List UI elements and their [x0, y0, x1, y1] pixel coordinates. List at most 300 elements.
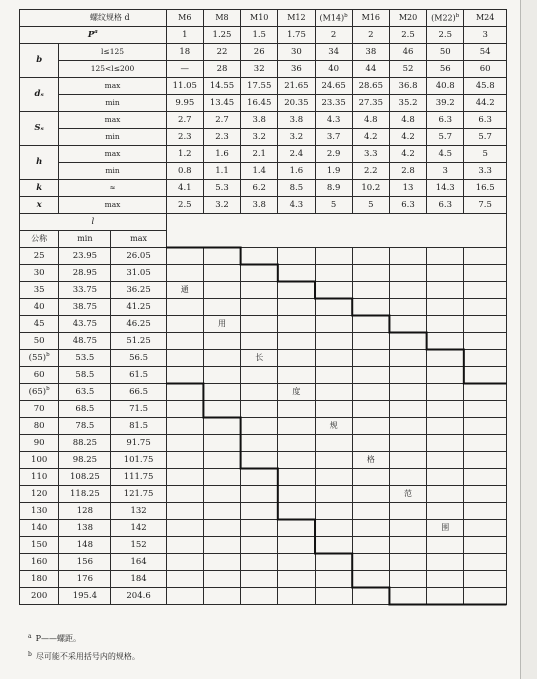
range-cell — [352, 503, 389, 520]
range-cell — [203, 554, 240, 571]
length-max: 71.5 — [111, 401, 166, 418]
length-row — [20, 503, 507, 520]
length-row — [20, 316, 507, 333]
range-cell — [241, 299, 278, 316]
length-row — [20, 299, 507, 316]
table-cell: 2.7 — [203, 112, 240, 129]
range-cell — [389, 384, 426, 401]
range-cell — [241, 401, 278, 418]
range-cell — [315, 537, 352, 554]
range-cell — [389, 282, 426, 299]
range-cell — [278, 537, 315, 554]
property-row — [20, 163, 507, 180]
range-cell — [241, 248, 278, 265]
range-cell — [427, 537, 464, 554]
length-min: 118.25 — [59, 486, 111, 503]
range-cell — [389, 265, 426, 282]
table-cell: 27.35 — [352, 95, 389, 112]
range-cell — [315, 452, 352, 469]
range-cell — [464, 486, 507, 503]
table-cell: 1.75 — [278, 27, 315, 44]
length-max: 26.05 — [111, 248, 166, 265]
range-cell — [278, 282, 315, 299]
range-cell — [241, 367, 278, 384]
length-min: 28.95 — [59, 265, 111, 282]
range-cell — [315, 503, 352, 520]
property-condition: max — [59, 146, 166, 163]
range-cell — [464, 537, 507, 554]
range-cell — [166, 384, 203, 401]
range-cell — [166, 486, 203, 503]
length-row — [20, 333, 507, 350]
length-nominal: 110 — [20, 469, 59, 486]
table-cell: 38 — [352, 44, 389, 61]
range-cell — [166, 401, 203, 418]
table-cell: 5.7 — [464, 129, 507, 146]
range-cell — [464, 367, 507, 384]
range-cell — [427, 452, 464, 469]
range-cell — [389, 452, 426, 469]
table-cell: 3 — [427, 163, 464, 180]
table-cell: 4.2 — [352, 129, 389, 146]
length-nominal: 35 — [20, 282, 59, 299]
range-cell — [278, 503, 315, 520]
length-nominal: 120 — [20, 486, 59, 503]
table-cell: 20.35 — [278, 95, 315, 112]
table-cell: 40.8 — [427, 78, 464, 95]
range-cell — [278, 248, 315, 265]
range-cell — [352, 554, 389, 571]
range-cell — [464, 248, 507, 265]
length-max: 61.5 — [111, 367, 166, 384]
table-cell: 1.5 — [241, 27, 278, 44]
footnote — [28, 648, 140, 666]
length-max: 132 — [111, 503, 166, 520]
range-label-char: 通 — [166, 282, 203, 299]
table-cell: 44.2 — [464, 95, 507, 112]
property-row — [20, 61, 507, 78]
table-cell: 3.3 — [352, 146, 389, 163]
property-condition: min — [59, 163, 166, 180]
table-cell: 22 — [203, 44, 240, 61]
range-cell — [278, 316, 315, 333]
range-cell — [389, 418, 426, 435]
range-cell — [427, 469, 464, 486]
range-cell — [166, 367, 203, 384]
range-cell — [203, 248, 240, 265]
range-cell — [241, 469, 278, 486]
table-cell: 3.7 — [315, 129, 352, 146]
table-cell: 32 — [241, 61, 278, 78]
length-min: 53.5 — [59, 350, 111, 367]
range-cell — [464, 384, 507, 401]
property-condition: 125<l≤200 — [59, 61, 166, 78]
length-row — [20, 571, 507, 588]
table-cell: 2.3 — [166, 129, 203, 146]
range-cell — [352, 520, 389, 537]
range-cell — [464, 571, 507, 588]
length-min: 63.5 — [59, 384, 111, 401]
length-nominal: 140 — [20, 520, 59, 537]
property-row — [20, 146, 507, 163]
range-cell — [278, 299, 315, 316]
range-cell — [278, 554, 315, 571]
length-min: 58.5 — [59, 367, 111, 384]
table-cell: 16.45 — [241, 95, 278, 112]
table-cell: 4.3 — [315, 112, 352, 129]
length-row — [20, 384, 507, 401]
range-cell — [278, 469, 315, 486]
length-row — [20, 452, 507, 469]
length-nominal: 100 — [20, 452, 59, 469]
range-cell — [278, 588, 315, 605]
range-cell — [315, 265, 352, 282]
table-cell: 2.5 — [166, 197, 203, 214]
table-cell: 4.3 — [278, 197, 315, 214]
table-cell: 2.7 — [166, 112, 203, 129]
table-cell: 5 — [315, 197, 352, 214]
table-cell: 35.2 — [389, 95, 426, 112]
table-cell: 7.5 — [464, 197, 507, 214]
table-cell: 2.5 — [389, 27, 426, 44]
range-cell — [166, 299, 203, 316]
range-cell — [241, 316, 278, 333]
range-cell — [203, 401, 240, 418]
size-header: M16 — [352, 10, 389, 27]
length-row — [20, 350, 507, 367]
range-cell — [166, 588, 203, 605]
range-cell — [166, 469, 203, 486]
table-cell: 4.2 — [389, 129, 426, 146]
table-cell: 2.1 — [241, 146, 278, 163]
range-cell — [352, 486, 389, 503]
range-cell — [352, 265, 389, 282]
length-max: 111.75 — [111, 469, 166, 486]
table-cell: 6.3 — [427, 197, 464, 214]
range-cell — [203, 486, 240, 503]
table-cell: 18 — [166, 44, 203, 61]
range-cell — [352, 588, 389, 605]
range-cell — [278, 265, 315, 282]
length-nominal: 160 — [20, 554, 59, 571]
range-cell — [203, 537, 240, 554]
length-title-row — [20, 214, 507, 231]
range-cell — [166, 418, 203, 435]
range-cell — [352, 248, 389, 265]
range-cell — [427, 486, 464, 503]
range-cell — [166, 554, 203, 571]
footnote-text: 尽可能不采用括号内的规格。 — [35, 652, 140, 661]
range-cell — [464, 401, 507, 418]
range-cell — [166, 435, 203, 452]
range-cell — [203, 367, 240, 384]
table-cell: 1.2 — [166, 146, 203, 163]
range-cell — [203, 503, 240, 520]
property-symbol: b — [20, 44, 59, 78]
range-cell — [464, 418, 507, 435]
table-cell: 2.3 — [203, 129, 240, 146]
range-cell — [389, 503, 426, 520]
range-cell — [464, 333, 507, 350]
range-cell — [315, 248, 352, 265]
length-max: 31.05 — [111, 265, 166, 282]
length-nominal: 30 — [20, 265, 59, 282]
table-cell: 2.9 — [315, 146, 352, 163]
property-condition: min — [59, 95, 166, 112]
length-row — [20, 282, 507, 299]
table-cell: 10.2 — [352, 180, 389, 197]
range-cell — [464, 554, 507, 571]
property-condition: max — [59, 112, 166, 129]
table-cell: 36 — [278, 61, 315, 78]
range-cell — [389, 367, 426, 384]
table-cell: 4.1 — [166, 180, 203, 197]
range-cell — [241, 588, 278, 605]
table-cell: 16.5 — [464, 180, 507, 197]
table-cell: 40 — [315, 61, 352, 78]
table-cell: 26 — [241, 44, 278, 61]
size-header: $(M22)^b$ — [427, 10, 464, 27]
length-max: 91.75 — [111, 435, 166, 452]
range-cell — [427, 265, 464, 282]
length-min: 195.4 — [59, 588, 111, 605]
length-nominal: 50 — [20, 333, 59, 350]
range-cell — [278, 520, 315, 537]
table-cell: 3.8 — [241, 112, 278, 129]
spec-table — [19, 9, 507, 605]
range-cell — [315, 554, 352, 571]
length-min: 88.25 — [59, 435, 111, 452]
table-cell: 50 — [427, 44, 464, 61]
size-header: M6 — [166, 10, 203, 27]
table-cell: 3.2 — [241, 129, 278, 146]
range-cell — [464, 435, 507, 452]
range-cell — [464, 316, 507, 333]
page-edge-shadow — [521, 0, 537, 679]
range-cell — [389, 299, 426, 316]
length-row — [20, 367, 507, 384]
length-max: 46.25 — [111, 316, 166, 333]
table-cell: 2 — [315, 27, 352, 44]
footnote-mark: b — [28, 651, 32, 658]
range-cell — [427, 418, 464, 435]
table-cell: 21.65 — [278, 78, 315, 95]
length-min: 68.5 — [59, 401, 111, 418]
range-cell — [464, 452, 507, 469]
length-min: 43.75 — [59, 316, 111, 333]
table-cell: 8.5 — [278, 180, 315, 197]
table-cell: 3.3 — [464, 163, 507, 180]
table-cell: — — [166, 61, 203, 78]
range-cell — [166, 520, 203, 537]
table-cell: 11.05 — [166, 78, 203, 95]
table-cell: 6.3 — [427, 112, 464, 129]
length-row — [20, 588, 507, 605]
length-max: 184 — [111, 571, 166, 588]
size-header: M20 — [389, 10, 426, 27]
length-min: 156 — [59, 554, 111, 571]
size-header: M24 — [464, 10, 507, 27]
length-row — [20, 469, 507, 486]
range-cell — [352, 299, 389, 316]
range-cell — [166, 248, 203, 265]
table-cell: 1.1 — [203, 163, 240, 180]
length-max: 152 — [111, 537, 166, 554]
range-cell — [166, 503, 203, 520]
footnote-mark: b — [46, 386, 50, 393]
table-cell: 44 — [352, 61, 389, 78]
range-cell — [278, 486, 315, 503]
length-nominal: 150 — [20, 537, 59, 554]
range-cell — [352, 418, 389, 435]
range-cell — [464, 282, 507, 299]
table-cell: 2.4 — [278, 146, 315, 163]
range-cell — [203, 299, 240, 316]
table-cell: 14.3 — [427, 180, 464, 197]
range-cell — [241, 571, 278, 588]
length-max: 142 — [111, 520, 166, 537]
size-header: M8 — [203, 10, 240, 27]
range-cell — [278, 435, 315, 452]
table-cell: 30 — [278, 44, 315, 61]
property-symbol: Sₛ — [20, 112, 59, 146]
property-symbol: k — [20, 180, 59, 197]
range-cell — [315, 469, 352, 486]
table-cell: 1 — [166, 27, 203, 44]
range-cell — [352, 435, 389, 452]
table-cell: 17.55 — [241, 78, 278, 95]
length-max: 66.5 — [111, 384, 166, 401]
footnote-mark: a — [94, 29, 98, 36]
property-row — [20, 129, 507, 146]
property-row — [20, 112, 507, 129]
table-cell: 9.95 — [166, 95, 203, 112]
range-cell — [427, 588, 464, 605]
length-nominal: 40 — [20, 299, 59, 316]
range-cell — [389, 333, 426, 350]
table-cell: 6.3 — [464, 112, 507, 129]
range-cell — [464, 265, 507, 282]
length-row — [20, 520, 507, 537]
table-cell: 1.9 — [315, 163, 352, 180]
table-cell: 5 — [352, 197, 389, 214]
length-max: 81.5 — [111, 418, 166, 435]
range-label-char: 格 — [352, 452, 389, 469]
length-row — [20, 418, 507, 435]
range-cell — [203, 520, 240, 537]
thread-spec-label: 螺纹规格 d — [20, 10, 167, 27]
range-cell — [389, 435, 426, 452]
range-cell — [427, 401, 464, 418]
property-row — [20, 78, 507, 95]
range-cell — [203, 265, 240, 282]
table-cell: 5.3 — [203, 180, 240, 197]
property-row — [20, 44, 507, 61]
range-cell — [278, 571, 315, 588]
range-cell — [203, 571, 240, 588]
range-cell — [427, 350, 464, 367]
range-cell — [241, 333, 278, 350]
table-cell: 4.8 — [389, 112, 426, 129]
range-cell — [203, 435, 240, 452]
length-max: 51.25 — [111, 333, 166, 350]
property-symbol: $P^a$ — [20, 27, 167, 44]
length-min: 176 — [59, 571, 111, 588]
range-label-char: 长 — [241, 350, 278, 367]
range-cell — [464, 299, 507, 316]
range-cell — [389, 316, 426, 333]
table-cell: 45.8 — [464, 78, 507, 95]
length-nominal: 25 — [20, 248, 59, 265]
table-cell: 1.25 — [203, 27, 240, 44]
table-cell: 13.45 — [203, 95, 240, 112]
table-cell: 4.8 — [352, 112, 389, 129]
range-cell — [166, 571, 203, 588]
range-cell — [315, 520, 352, 537]
property-row — [20, 180, 507, 197]
property-condition: max — [59, 78, 166, 95]
range-cell — [278, 401, 315, 418]
range-cell — [241, 265, 278, 282]
length-nominal: 90 — [20, 435, 59, 452]
range-cell — [389, 350, 426, 367]
range-label-char: 规 — [315, 418, 352, 435]
range-cell — [315, 333, 352, 350]
length-col-header: min — [59, 231, 111, 248]
range-cell — [315, 384, 352, 401]
range-cell — [352, 537, 389, 554]
range-cell — [464, 503, 507, 520]
range-cell — [241, 452, 278, 469]
table-cell: 1.6 — [203, 146, 240, 163]
table-cell: 5.7 — [427, 129, 464, 146]
length-nominal: $(55)^b$ — [20, 350, 59, 367]
table-cell: 3.8 — [278, 112, 315, 129]
range-cell — [278, 333, 315, 350]
range-cell — [166, 350, 203, 367]
table-cell: 1.6 — [278, 163, 315, 180]
table-cell: 28 — [203, 61, 240, 78]
length-row — [20, 401, 507, 418]
range-cell — [241, 486, 278, 503]
table-cell: 24.65 — [315, 78, 352, 95]
range-cell — [352, 571, 389, 588]
range-cell — [427, 435, 464, 452]
table-cell: 56 — [427, 61, 464, 78]
footnote-mark: b — [344, 12, 348, 19]
table-cell: 39.2 — [427, 95, 464, 112]
length-nominal: 200 — [20, 588, 59, 605]
table-cell: 8.9 — [315, 180, 352, 197]
length-row — [20, 554, 507, 571]
range-cell — [427, 333, 464, 350]
range-label-char: 围 — [427, 520, 464, 537]
range-cell — [389, 248, 426, 265]
range-cell — [389, 537, 426, 554]
property-symbol: x — [20, 197, 59, 214]
length-min: 48.75 — [59, 333, 111, 350]
range-cell — [203, 282, 240, 299]
range-cell — [464, 350, 507, 367]
property-condition: ≈ — [59, 180, 166, 197]
length-row — [20, 486, 507, 503]
table-cell: 14.55 — [203, 78, 240, 95]
length-min: 33.75 — [59, 282, 111, 299]
length-min: 138 — [59, 520, 111, 537]
range-cell — [241, 384, 278, 401]
range-label-char: 用 — [203, 316, 240, 333]
range-cell — [427, 248, 464, 265]
